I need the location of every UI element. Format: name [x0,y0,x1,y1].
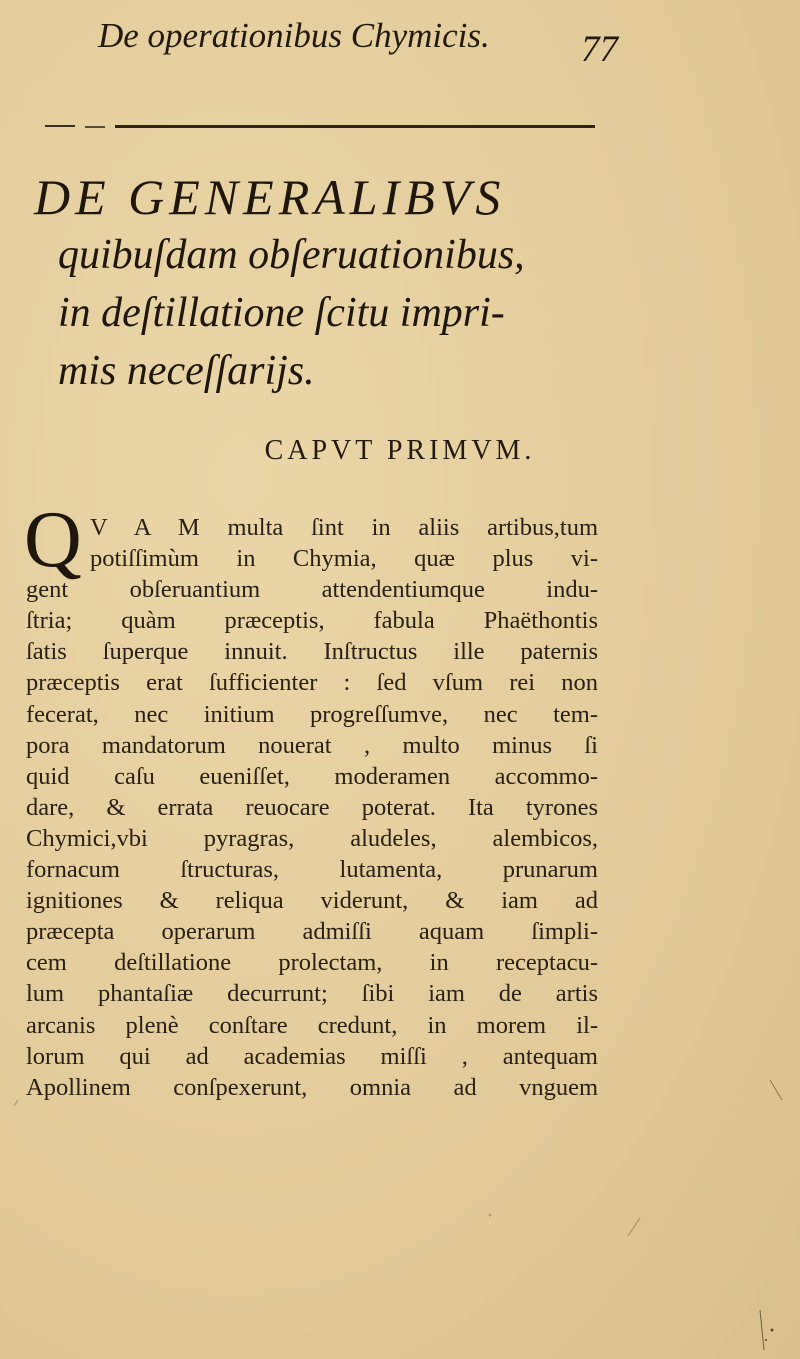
chapter-title: CAPVT PRIMVM. [264,435,536,466]
body-line: præceptis erat ſufficienter : ſed vſum rei non [26,669,598,697]
body-line: ſatis ſuperque innuit. Inſtructus ille paternis [26,638,598,666]
body-line: præcepta operarum admiſſi aquam ſimpli- [26,918,598,946]
page-number: 77 [581,29,618,70]
body-line: Apollinem conſpexerunt, omnia ad vnguem [26,1073,598,1101]
running-title: De operationibus Chymicis. [98,16,490,55]
heading-line-1: DE GENERALIBVS [34,169,506,225]
body-line: arcanis plenè conſtare credunt, in morem il- [26,1011,598,1039]
drop-cap: Q [24,496,82,584]
body-line: fornacum ſtructuras, lutamenta, prunarum [26,856,598,884]
body-line: cem deſtillatione prolectam, in receptacu- [26,949,598,977]
body-line: dare, & errata reuocare poterat. Ita tyrones [26,793,598,821]
body-line: ſtria; quàm præceptis, fabula Phaëthontis [26,607,598,635]
body-line: V A M multa ſint in aliis artibus,tum [90,514,598,541]
header-rule [45,124,595,129]
body-line: gent obſeruantium attendentiumque indu- [26,576,598,604]
heading-line-2: quibuſdam obſeruationibus, [58,232,525,278]
heading-line-4: mis neceſſarijs. [58,348,315,394]
body-line: pora mandatorum nouerat , multo minus ſi [26,731,598,759]
body-line: fecerat, nec initium progreſſumve, nec tem- [26,700,598,728]
running-head [98,12,618,72]
body-line: quid caſu eueniſſet, moderamen accommo- [26,762,598,790]
body-line: ignitiones & reliqua viderunt, & iam ad [26,887,598,915]
body-line: lum phantaſiæ decurrunt; ſibi iam de artis [26,980,598,1008]
body-line: lorum qui ad academias miſſi , antequam [26,1042,598,1070]
section-heading [34,168,604,400]
heading-line-3: in deſtillatione ſcitu impri- [58,290,505,336]
body-line: potiſſimùm in Chymia, quæ plus vi- [90,545,598,573]
body-line: Chymici,vbi pyragras, aludeles, alembicos, [26,824,598,852]
body-text [26,512,598,1103]
